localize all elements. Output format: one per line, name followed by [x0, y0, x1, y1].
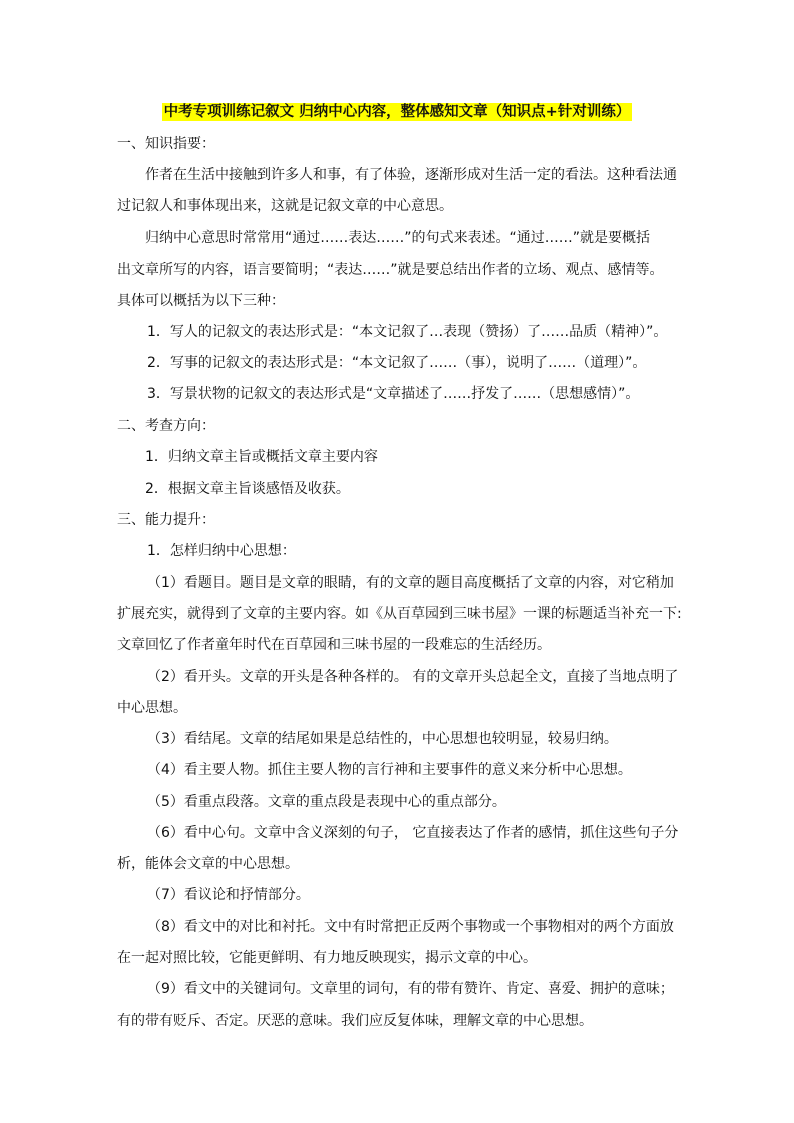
section-heading-ability: 三、能力提升： [117, 512, 215, 528]
paragraph-line: 出文章所写的内容，语言要简明；“表达……”就是要总结出作者的立场、观点、感情等。 [117, 262, 664, 278]
paragraph-line: （8）看文中的对比和衬托。文中有时常把正反两个事物或一个事物相对的两个方面放 [147, 919, 674, 935]
paragraph-line: 作者在生活中接触到许多人和事，有了体验，逐渐形成对生活一定的看法。这种看法通 [145, 167, 677, 183]
paragraph-line: （5）看重点段落。文章的重点段是表现中心的重点部分。 [147, 794, 506, 810]
paragraph-line: （2）看开头。文章的开头是各种各样的。 有的文章开头总起全文，直接了当地点明了 [147, 669, 679, 685]
section-heading-knowledge: 一、知识指要： [117, 136, 215, 152]
list-item: 2．根据文章主旨谈感悟及收获。 [145, 481, 350, 497]
list-item: 1．写人的记叙文的表达形式是：“本文记叙了…表现（赞扬）了……品质（精神）”。 [147, 324, 668, 340]
paragraph-line: 析，能体会文章的中心思想。 [117, 856, 299, 872]
list-item: 2．写事的记叙文的表达形式是：“本文记叙了……（事），说明了……（道理）”。 [147, 355, 647, 371]
paragraph-line: 中心思想。 [117, 700, 187, 716]
paragraph-line: （9）看文中的关键词句。文章里的词句，有的带有赞许、肯定、喜爱、拥护的意味； [147, 981, 674, 997]
paragraph-line: 过记叙人和事体现出来，这就是记叙文章的中心意思。 [117, 198, 453, 214]
paragraph-line: 有的带有贬斥、否定。厌恶的意味。我们应反复体味，理解文章的中心思想。 [117, 1013, 593, 1029]
document-title: 中考专项训练记叙文 归纳中心内容，整体感知文章（知识点+针对训练） [163, 104, 631, 120]
list-item: 3．写景状物的记叙文的表达形式是“文章描述了……抒发了……（思想感情）”。 [147, 386, 640, 402]
paragraph-line: （4）看主要人物。抓住主要人物的言行神和主要事件的意义来分析中心思想。 [147, 762, 632, 778]
section-heading-direction: 二、考查方向： [117, 418, 215, 434]
paragraph-line: （7）看议论和抒情部分。 [147, 887, 310, 903]
paragraph-line: 文章回忆了作者童年时代在百草园和三味书屋的一段难忘的生活经历。 [117, 637, 551, 653]
paragraph-line: 具体可以概括为以下三种： [117, 293, 285, 309]
list-item: 1．怎样归纳中心思想： [147, 543, 296, 559]
paragraph-line: 归纳中心意思时常常用“通过……表达……”的句式来表述。“通过……”就是要概括 [145, 230, 651, 246]
paragraph-line: 在一起对照比较，它能更鲜明、有力地反映现实，揭示文章的中心。 [117, 950, 537, 966]
paragraph-line: （6）看中心句。文章中含义深刻的句子， 它直接表达了作者的感情，抓住这些句子分 [147, 825, 679, 841]
paragraph-line: 扩展充实，就得到了文章的主要内容。如《从百草园到三味书屋》一课的标题适当补充一下: [117, 606, 682, 622]
list-item: 1．归纳文章主旨或概括文章主要内容 [145, 449, 378, 465]
paragraph-line: （3）看结尾。文章的结尾如果是总结性的，中心思想也较明显，较易归纳。 [147, 731, 618, 747]
paragraph-line: （1）看题目。题目是文章的眼睛，有的文章的题目高度概括了文章的内容，对它稍加 [147, 575, 674, 591]
